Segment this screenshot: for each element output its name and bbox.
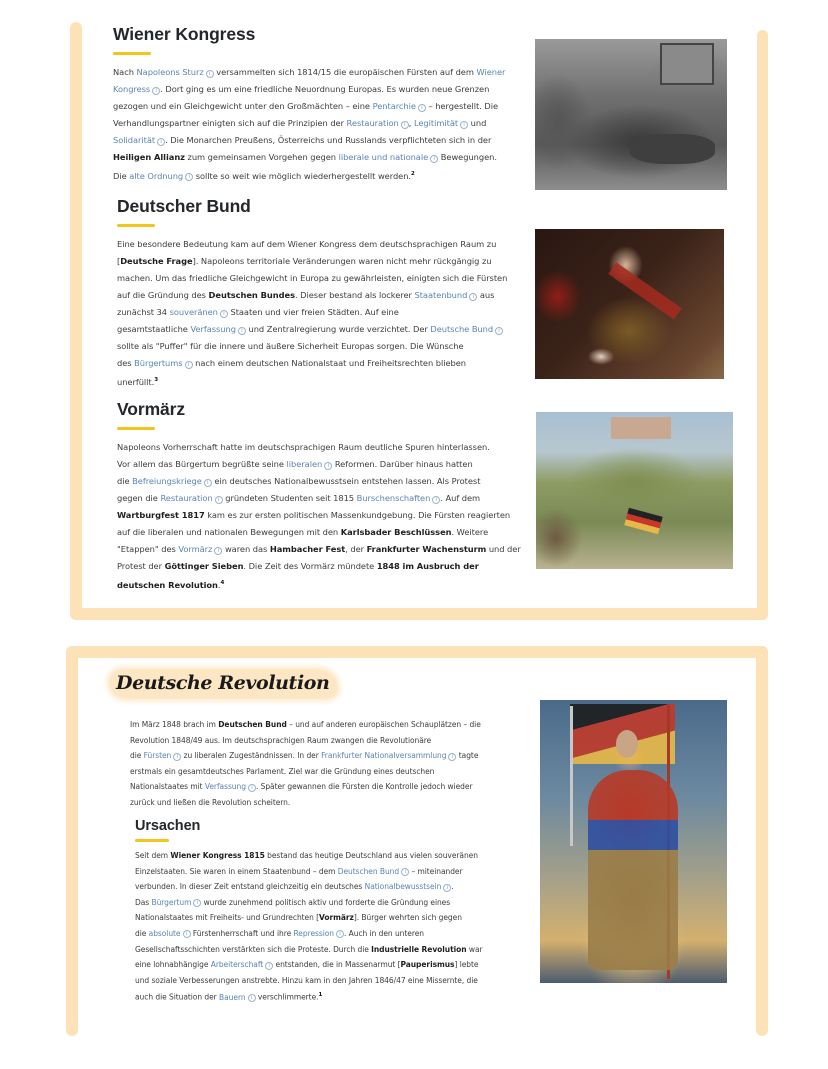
text-line: auf die Gründung des Deutschen Bundes. Dieser bestand als lockerer Staatenbund i aus	[117, 290, 495, 300]
text-line: Nationalstaates mit Freiheits- und Grundrechten [Vormärz]. Bürger wehrten sich gegen	[135, 913, 462, 923]
text-line: zunächst 34 souveränen i Staaten und vier freien Städten. Auf eine	[117, 307, 399, 317]
castle-shape	[611, 417, 671, 439]
section-title: Deutscher Bund	[117, 196, 251, 216]
section-body	[113, 64, 523, 185]
bold-term: Hambacher Fest	[269, 544, 346, 554]
text-line: eine lohnabhängige Arbeiterschaft i entstanden, die in Massenarmut [Pauperismus] lebte	[135, 960, 479, 970]
info-icon[interactable]: i	[248, 994, 256, 1002]
text-line: Wartburgfest 1817 kam es zur ersten politischen Massenkundgebung. Die Fürsten reagierten	[117, 510, 511, 520]
section-ursachen	[135, 818, 495, 1005]
intro-body	[130, 717, 500, 811]
red-sash-shape	[608, 262, 682, 319]
bold-term: Deutschen Bundes	[208, 290, 295, 300]
glossary-link[interactable]: Verfassung i	[190, 324, 245, 334]
glossary-link[interactable]: liberalen i	[287, 459, 333, 469]
section-vormaerz	[117, 399, 527, 594]
info-icon[interactable]: i	[206, 70, 214, 78]
text-line: unerfüllt.$^3$	[117, 376, 158, 387]
info-icon[interactable]: i	[248, 784, 256, 792]
glossary-link[interactable]: Pentarchie i	[373, 101, 426, 111]
text-line: Die alte Ordnung i sollte so weit wie möglich wiederhergestellt werden.$^2$	[113, 170, 415, 181]
info-icon[interactable]: i	[204, 479, 212, 487]
glossary-link[interactable]: Restauration i	[347, 118, 409, 128]
bold-term: deutschen Revolution	[117, 579, 218, 590]
glossary-link[interactable]: Staatenbund i	[415, 290, 478, 300]
info-icon[interactable]: i	[401, 121, 409, 129]
text-line: erstmals ein gesamtdeutsches Parlament. Ziel war die Gründung eines deutschen	[130, 766, 435, 776]
page1-frame-right	[757, 30, 768, 620]
glossary-link[interactable]: Fürsten i	[144, 751, 182, 760]
text-line: Solidarität i . Die Monarchen Preußens, Österreichs und Russlands verpflichteten sich in der	[113, 135, 492, 145]
bold-term: Wiener Kongress 1815	[170, 851, 265, 860]
info-icon[interactable]: i	[185, 173, 193, 181]
info-icon[interactable]: i	[430, 155, 438, 163]
info-icon[interactable]: i	[432, 496, 440, 504]
bold-term: Wartburgfest 1817	[117, 510, 205, 520]
footnote-ref: 4	[220, 580, 225, 586]
heading-underline	[117, 224, 155, 227]
section-revolution-intro	[130, 717, 500, 811]
bold-term: Heiligen Allianz	[113, 152, 185, 162]
bold-term: Industrielle Revolution	[371, 944, 467, 954]
glossary-link[interactable]: Kongress i	[113, 84, 160, 94]
text-line: Einzelstaaten. Sie waren in einem Staatenbund – dem Deutschen Bund i – miteinander	[135, 866, 463, 876]
text-line: die Fürsten i zu liberalen Zugeständnissen. In der Frankfurter Nationalversammlung i tagte	[130, 751, 479, 761]
footnote-ref: 3	[154, 377, 158, 383]
section-title: Ursachen	[135, 818, 201, 834]
text-line: und soziale Verbesserungen anstrebte. Hinzu kam in den Jahren 1846/47 eine Missernte, die	[135, 975, 478, 985]
image-wartburgfest	[536, 412, 733, 569]
text-line: gegen die Restauration i gründeten Studenten seit 1815 Burschenschaften i . Auf dem	[117, 493, 481, 503]
text-line: auf die liberalen und nationalen Bewegungen mit den Karlsbader Beschlüssen. Weitere	[117, 527, 489, 537]
image-germania	[540, 700, 727, 983]
text-line: [Deutsche Frage]. Napoleons territoriale Veränderungen waren nicht mehr rückgängig zu	[117, 256, 492, 266]
bold-term: Karlsbader Beschlüssen	[340, 527, 452, 537]
text-line: des Bürgertums i nach einem deutschen Nationalstaat und Freiheitsrechten blieben	[117, 358, 467, 368]
painting-frame-shape	[660, 43, 714, 85]
bold-term: Deutsche Frage	[120, 256, 193, 266]
glossary-link[interactable]: alte Ordnung i	[129, 171, 193, 181]
text-line: die absolute i Fürstenherrschaft und ihre Repression i . Auch in den unteren	[135, 928, 424, 938]
info-icon[interactable]: i	[495, 327, 503, 335]
info-icon[interactable]: i	[157, 138, 165, 146]
text-line: Das Bürgertum i wurde zunehmend politisch aktiv und forderte die Gründung eines	[135, 897, 451, 907]
section-title: Vormärz	[117, 399, 186, 419]
text-line: Seit dem Wiener Kongress 1815 bestand das heutige Deutschland aus vielen souveränen	[135, 851, 478, 860]
section-body	[135, 848, 495, 1005]
info-icon[interactable]: i	[185, 361, 193, 369]
section-body	[117, 439, 527, 594]
text-line: Eine besondere Bedeutung kam auf dem Wiener Kongress dem deutschsprachigen Raum zu	[117, 239, 497, 249]
page1-frame-left	[70, 22, 82, 620]
info-icon[interactable]: i	[214, 547, 222, 555]
page-title-deutsche-revolution: Deutsche Revolution	[110, 670, 337, 698]
glossary-link[interactable]: Bauern i	[219, 993, 256, 1002]
footnote-ref: 1	[318, 992, 323, 999]
text-line: Kongress i . Dort ging es um eine friedliche Neuordnung Europas. Es wurden neue Grenzen	[113, 84, 490, 94]
section-title: Wiener Kongress	[113, 24, 256, 44]
text-line: machen. Um das friedliche Gleichgewicht in Europa zu gewährleisten, einigten sich die Fürsten	[117, 273, 508, 283]
glossary-link[interactable]: absolute i	[149, 929, 191, 938]
info-icon[interactable]: i	[443, 884, 451, 892]
glossary-link[interactable]: Frankfurter Nationalversammlung i	[321, 751, 456, 760]
text-line: Heiligen Allianz zum gemeinsamen Vorgehen gegen liberale und nationale i Bewegungen.	[113, 152, 497, 162]
glossary-link[interactable]: Nationalbewusstsein i	[365, 882, 452, 891]
glossary-link[interactable]: liberale und nationale i	[339, 152, 439, 162]
glossary-link[interactable]: Arbeiterschaft i	[211, 960, 273, 969]
info-icon[interactable]: i	[460, 121, 468, 129]
glossary-link[interactable]: Burschenschaften i	[357, 493, 441, 503]
text-line: zurück und ließen die Revolution scheitern.	[130, 797, 291, 807]
text-line: Revolution 1848/49 aus. Im deutschsprachigen Raum zwangen die Revolutionäre	[130, 735, 432, 745]
bold-term: Frankfurter Wachensturm	[366, 544, 487, 554]
section-body	[117, 236, 527, 391]
glossary-link[interactable]: Bürgertums i	[134, 358, 192, 368]
text-line: deutschen Revolution.$^4$	[117, 579, 225, 590]
text-line: Napoleons Vorherrschaft hatte im deutschsprachigen Raum deutliche Spuren hinterlassen.	[117, 442, 490, 452]
text-line: Nach Napoleons Sturz i versammelten sich 1814/15 die europäischen Fürsten auf dem Wiener	[113, 67, 506, 77]
info-icon[interactable]: i	[448, 753, 456, 761]
text-line: sollte als "Puffer" für die innere und äußere Sicherheit Europas sorgen. Die Wünsche	[117, 341, 464, 351]
text-line: gesamtstaatliche Verfassung i und Zentralregierung wurde verzichtet. Der Deutsche Bund i	[117, 321, 527, 338]
table-shape	[630, 134, 715, 164]
glossary-link[interactable]: Solidarität i	[113, 135, 165, 145]
glossary-link[interactable]: Verfassung i	[205, 782, 256, 791]
info-icon[interactable]: i	[220, 310, 228, 318]
text-line: "Etappen" des Vormärz i waren das Hambacher Fest, der Frankfurter Wachensturm und der	[117, 544, 521, 554]
glossary-link[interactable]: Legitimität i	[414, 118, 468, 128]
bold-term: Vormärz	[319, 913, 354, 923]
glossary-link[interactable]: Deutsche Bund i	[430, 324, 503, 334]
glossary-link[interactable]: Bürgertum i	[151, 898, 201, 907]
page2-frame-top	[66, 646, 768, 658]
section-wiener-kongress	[113, 24, 523, 185]
glossary-link[interactable]: Repression i	[293, 929, 344, 938]
info-icon[interactable]: i	[401, 868, 409, 876]
text-line: Gesellschaftsschichten verstärkten sich die Proteste. Durch die Industrielle Revolution war	[135, 944, 483, 954]
info-icon[interactable]: i	[152, 87, 160, 95]
flag-shape	[624, 508, 662, 534]
glossary-link[interactable]: Vormärz i	[178, 544, 222, 554]
info-icon[interactable]: i	[265, 962, 273, 970]
text-line: Protest der Göttinger Sieben. Die Zeit des Vormärz mündete 1848 im Ausbruch der	[117, 561, 479, 571]
heading-underline	[135, 839, 169, 842]
text-line: die Befreiungskriege i ein deutsches Nationalbewusstsein entstehen lassen. Als Protest	[117, 476, 481, 486]
text-line: Verhandlungspartner einigten sich auf die Prinzipien der Restauration i , Legitimität i und	[113, 118, 487, 128]
heading-underline	[113, 52, 151, 55]
bold-term: 1848 im Ausbruch der	[376, 561, 479, 571]
info-icon[interactable]: i	[336, 930, 344, 938]
sword-shape	[570, 706, 573, 846]
bold-term: Pauperismus	[400, 960, 455, 970]
text-line: gezogen und ein Gleichgewicht unter den Großmächten – eine Pentarchie i – hergestellt. Die	[113, 101, 499, 111]
text-line: verbunden. In dieser Zeit entstand gleichzeitig ein deutsches Nationalbewusstsein i .	[135, 882, 454, 892]
image-metternich-portrait	[535, 229, 724, 379]
bold-term: Göttinger Sieben	[164, 561, 244, 571]
section-deutscher-bund	[117, 196, 527, 391]
text-line: Vor allem das Bürgertum begrüßte seine liberalen i Reformen. Darüber hinaus hatten	[117, 459, 473, 469]
glossary-link[interactable]: Deutschen Bund i	[338, 867, 409, 876]
info-icon[interactable]: i	[418, 104, 426, 112]
info-icon[interactable]: i	[173, 753, 181, 761]
figure-head-shape	[616, 730, 638, 758]
text-line: Nationalstaates mit Verfassung i . Später gewannen die Fürsten die Kontrolle jedoch wieder	[130, 782, 473, 792]
figure-robe-shape	[588, 770, 678, 970]
info-icon[interactable]: i	[324, 462, 332, 470]
glossary-link[interactable]: Wiener	[476, 67, 506, 77]
info-icon[interactable]: i	[183, 930, 191, 938]
page2-frame-left	[66, 646, 78, 1036]
glossary-link[interactable]: Befreiungskriege i	[132, 476, 212, 486]
heading-underline	[117, 427, 155, 430]
info-icon[interactable]: i	[215, 496, 223, 504]
page2-frame-right	[756, 646, 768, 1036]
info-icon[interactable]: i	[469, 293, 477, 301]
info-icon[interactable]: i	[193, 899, 201, 907]
bold-term: Deutschen Bund	[218, 720, 287, 729]
glossary-link[interactable]: souveränen i	[170, 307, 228, 317]
info-icon[interactable]: i	[238, 327, 246, 335]
glossary-link[interactable]: Restauration i	[160, 493, 222, 503]
glossary-link[interactable]: Napoleons Sturz i	[137, 67, 214, 77]
page1-frame-bottom	[70, 608, 768, 620]
text-line: auch die Situation der Bauern i verschlimmerte.$^1$	[135, 992, 323, 1002]
footnote-ref: 2	[411, 171, 415, 177]
image-wiener-kongress	[535, 39, 727, 190]
text-line: Im März 1848 brach im Deutschen Bund – und auf anderen europäischen Schauplätzen – die	[130, 720, 481, 729]
